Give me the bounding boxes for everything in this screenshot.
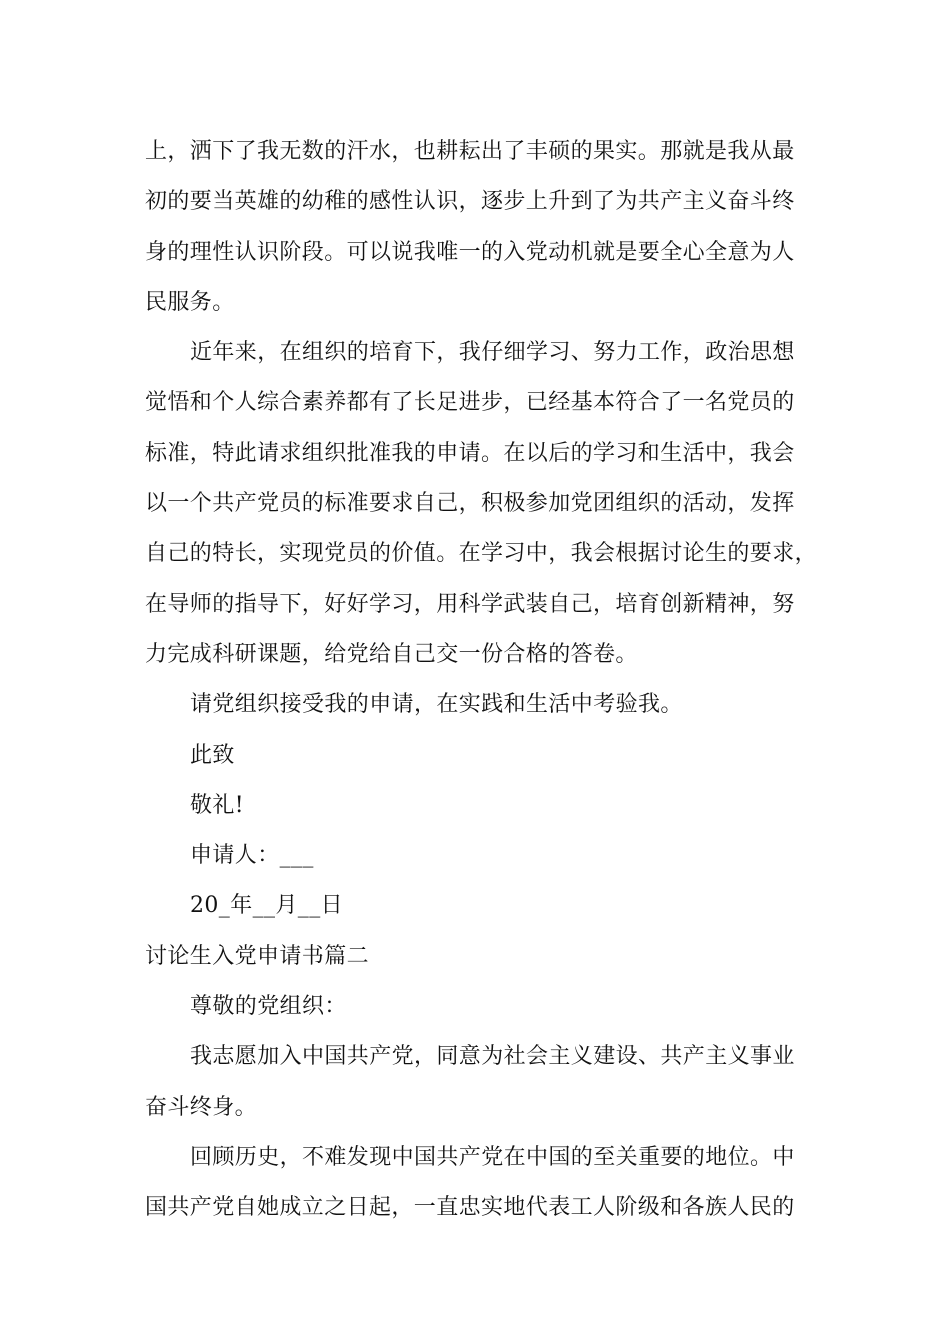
section-heading: 讨论生入党申请书篇二 — [145, 943, 370, 969]
closing-respect: 敬礼! — [190, 792, 245, 818]
text-line: 初的要当英雄的幼稚的感性认识，逐步上升到了为共产主义奋斗终 — [145, 189, 795, 215]
text-line: 以一个共产党员的标准要求自己，积极参加党团组织的活动，发挥 — [145, 491, 795, 517]
text-line: 近年来，在组织的培育下，我仔细学习、努力工作，政治思想 — [190, 340, 795, 366]
text-line: 上，洒下了我无数的汗水，也耕耘出了丰硕的果实。那就是我从最 — [145, 139, 795, 164]
text-line: 回顾历史，不难发现中国共产党在中国的至关重要的地位。中 — [190, 1144, 795, 1170]
applicant-signature-line: 申请人：___ — [190, 843, 314, 869]
text-line: 民服务。 — [145, 289, 235, 315]
text-line: 国共产党自她成立之日起，一直忠实地代表工人阶级和各族人民的 — [145, 1195, 795, 1221]
date-line: 20_年__月__日 — [190, 893, 343, 919]
document-body — [145, 127, 818, 1234]
text-line: 请党组织接受我的申请，在实践和生活中考验我。 — [190, 692, 683, 718]
greeting: 尊敬的党组织： — [190, 994, 347, 1020]
text-line: 自己的特长，实现党员的价值。在学习中，我会根据讨论生的要求， — [145, 541, 818, 567]
text-line: 觉悟和个人综合素养都有了长足进步，已经基本符合了一名党员的 — [145, 390, 795, 416]
closing-salutation: 此致 — [190, 742, 235, 768]
text-line: 在导师的指导下，好好学习，用科学武装自己，培育创新精神，努 — [145, 591, 795, 617]
text-line: 力完成科研课题，给党给自己交一份合格的答卷。 — [145, 641, 638, 667]
text-line: 身的理性认识阶段。可以说我唯一的入党动机就是要全心全意为人 — [145, 239, 795, 265]
text-line: 奋斗终身。 — [145, 1094, 258, 1120]
text-line: 标准，特此请求组织批准我的申请。在以后的学习和生活中，我会 — [145, 440, 795, 466]
text-line: 我志愿加入中国共产党，同意为社会主义建设、共产主义事业 — [190, 1044, 795, 1070]
